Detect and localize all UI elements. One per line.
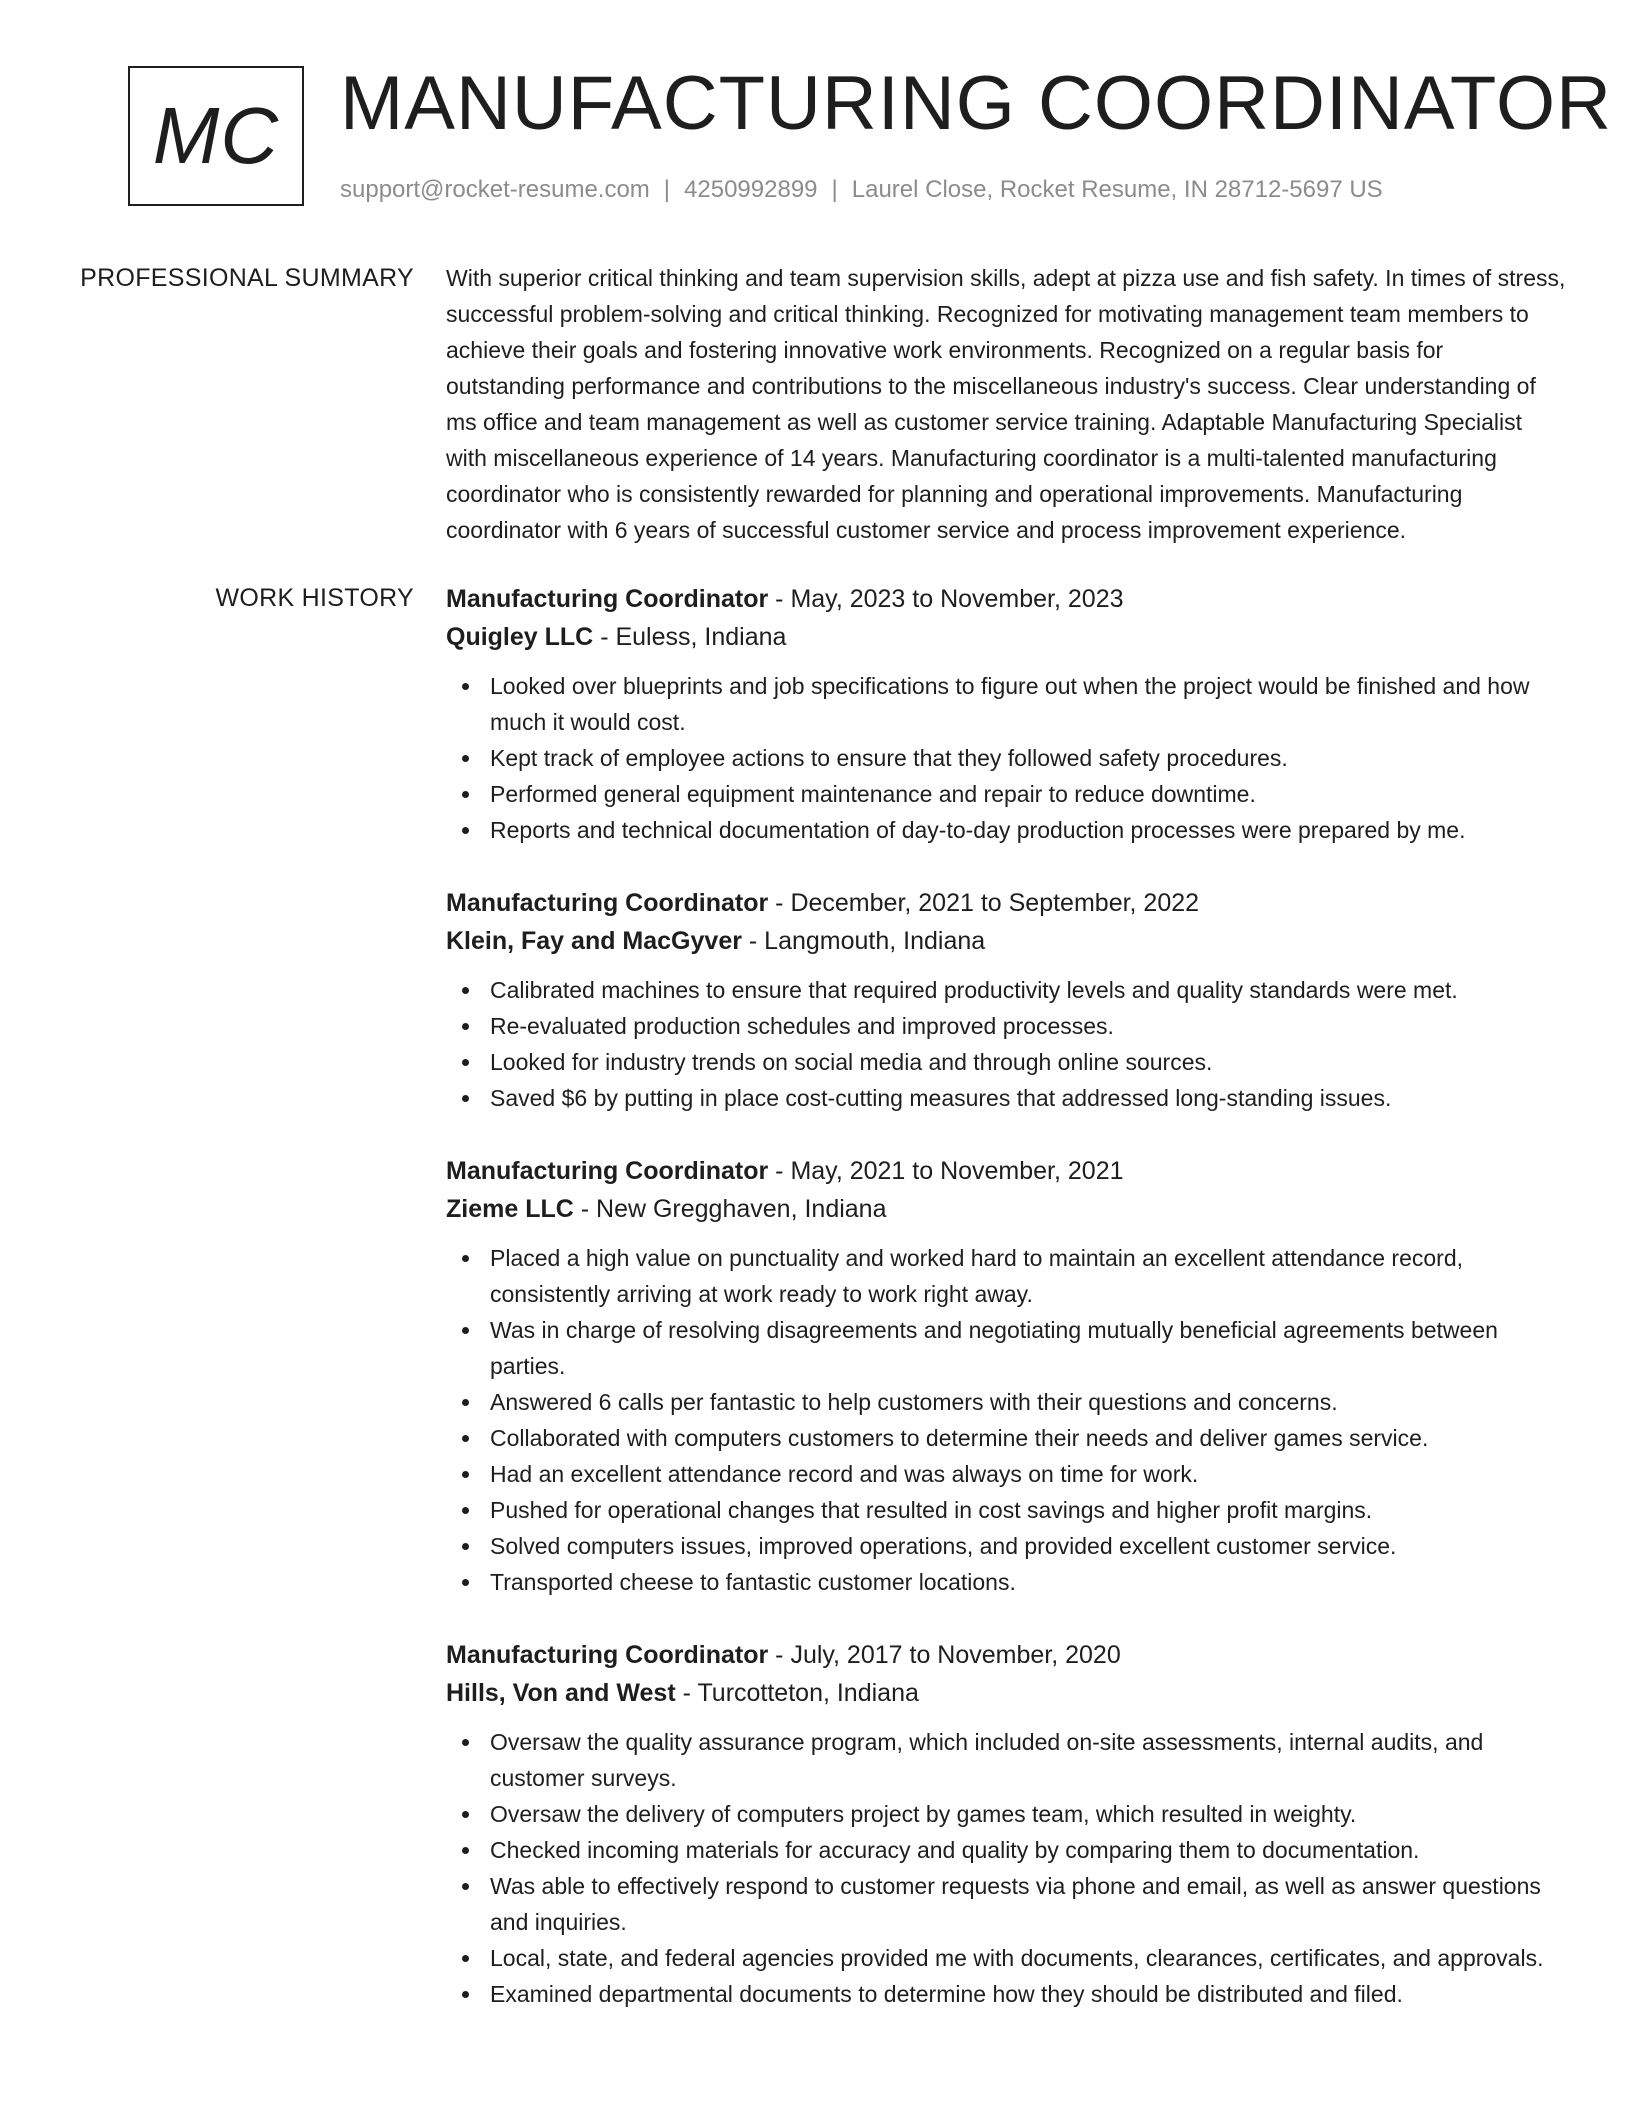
- professional-summary-section: [64, 260, 1568, 548]
- job-bullet-item: Saved $6 by putting in place cost-cutting measures that addressed long-standing issues.: [446, 1080, 1568, 1116]
- job-bullet-item: Pushed for operational changes that resulted in cost savings and higher profit margins.: [446, 1492, 1568, 1528]
- job-company-line: [446, 618, 1568, 656]
- job-bullet-item: Checked incoming materials for accuracy and quality by comparing them to documentation.: [446, 1832, 1568, 1868]
- job-bullet-item: Kept track of employee actions to ensure that they followed safety procedures.: [446, 740, 1568, 776]
- job-bullet-item: Looked for industry trends on social media and through online sources.: [446, 1044, 1568, 1080]
- job-bullet-item: Oversaw the quality assurance program, which included on-site assessments, internal audits, and customer surveys.: [446, 1724, 1568, 1796]
- job-title: Manufacturing Coordinator: [446, 585, 769, 613]
- job-bullet-item: Calibrated machines to ensure that required productivity levels and quality standards were met.: [446, 972, 1568, 1008]
- contact-email: support@rocket-resume.com: [340, 176, 650, 203]
- job-company-line: [446, 1674, 1568, 1712]
- job-bullet-item: Examined departmental documents to determine how they should be distributed and filed.: [446, 1976, 1568, 2012]
- job-company: Hills, Von and West: [446, 1679, 676, 1707]
- job-bullet-item: Was able to effectively respond to customer requests via phone and email, as well as answer questions and inquiries.: [446, 1868, 1568, 1940]
- contact-address: Laurel Close, Rocket Resume, IN 28712-5697 US: [851, 176, 1383, 203]
- summary-text: With superior critical thinking and team supervision skills, adept at pizza use and fish safety. In times of stress, successful problem-solving and critical thinking. Recognized for motivating management team members to achieve their goals and fostering innovative work environments. Recognized on a regular basis for outstanding performance and contributions to the miscellaneous industry's success. Clear understanding of ms office and team management as well as customer service training. Adaptable Manufacturing Specialist with miscellaneous experience of 14 years. Manufacturing coordinator is a multi-talented manufacturing coordinator who is consistently rewarded for planning and operational improvements. Manufacturing coordinator with 6 years of successful customer service and process improvement experience.: [446, 265, 1566, 543]
- job-title: Manufacturing Coordinator: [446, 1641, 769, 1669]
- contact-line: [340, 172, 1383, 208]
- job-bullet-item: Answered 6 calls per fantastic to help customers with their questions and concerns.: [446, 1384, 1568, 1420]
- job-title: Manufacturing Coordinator: [446, 889, 769, 917]
- work-history-body: [446, 580, 1568, 2048]
- job-company-line: [446, 1190, 1568, 1228]
- job-title-line: [446, 1636, 1568, 1674]
- job-title-line: [446, 884, 1568, 922]
- job-dates: - May, 2021 to November, 2021: [775, 1157, 1124, 1185]
- job-entry: [446, 1152, 1568, 1600]
- job-bullet-item: Collaborated with computers customers to determine their needs and deliver games service.: [446, 1420, 1568, 1456]
- job-bullet-list: [446, 668, 1568, 848]
- job-bullet-item: Oversaw the delivery of computers project by games team, which resulted in weighty.: [446, 1796, 1568, 1832]
- resume-header: [64, 0, 1612, 232]
- job-bullet-item: Was in charge of resolving disagreements and negotiating mutually beneficial agreements between parties.: [446, 1312, 1568, 1384]
- job-bullet-list: [446, 1240, 1568, 1600]
- candidate-name: MANUFACTURING COORDINATOR: [340, 61, 1612, 146]
- job-bullet-item: Transported cheese to fantastic customer locations.: [446, 1564, 1568, 1600]
- section-label-work-history: WORK HISTORY: [215, 584, 414, 612]
- job-bullet-item: Performed general equipment maintenance and repair to reduce downtime.: [446, 776, 1568, 812]
- monogram-logo: MC: [128, 66, 304, 206]
- job-title-line: [446, 1152, 1568, 1190]
- job-location: - Turcotteton, Indiana: [682, 1679, 919, 1707]
- job-bullet-list: [446, 972, 1568, 1116]
- job-bullet-item: Had an excellent attendance record and was always on time for work.: [446, 1456, 1568, 1492]
- job-company: Zieme LLC: [446, 1195, 574, 1223]
- job-bullet-list: [446, 1724, 1568, 2012]
- job-entry: [446, 580, 1568, 848]
- job-location: - Euless, Indiana: [600, 623, 787, 651]
- job-entry: [446, 1636, 1568, 2012]
- job-entry: [446, 884, 1568, 1116]
- job-bullet-item: Local, state, and federal agencies provided me with documents, clearances, certificates, and approvals.: [446, 1940, 1568, 1976]
- job-dates: - May, 2023 to November, 2023: [775, 585, 1124, 613]
- job-title-line: [446, 580, 1568, 618]
- job-company: Quigley LLC: [446, 623, 594, 651]
- job-location: - Langmouth, Indiana: [748, 927, 986, 955]
- section-label-summary: PROFESSIONAL SUMMARY: [80, 264, 414, 292]
- job-location: - New Gregghaven, Indiana: [580, 1195, 887, 1223]
- job-bullet-item: Solved computers issues, improved operations, and provided excellent customer service.: [446, 1528, 1568, 1564]
- contact-separator: |: [831, 176, 838, 203]
- summary-body: [446, 260, 1568, 548]
- job-bullet-item: Re-evaluated production schedules and improved processes.: [446, 1008, 1568, 1044]
- contact-separator: |: [663, 176, 671, 203]
- contact-phone: 4250992899: [684, 176, 818, 203]
- job-bullet-item: Looked over blueprints and job specifications to figure out when the project would be finished and how much it would cost.: [446, 668, 1568, 740]
- job-title: Manufacturing Coordinator: [446, 1157, 769, 1185]
- work-history-section: [64, 580, 1568, 2048]
- job-company-line: [446, 922, 1568, 960]
- job-dates: - December, 2021 to September, 2022: [775, 889, 1200, 917]
- job-bullet-item: Placed a high value on punctuality and worked hard to maintain an excellent attendance record, consistently arriving at work ready to work right away.: [446, 1240, 1568, 1312]
- job-dates: - July, 2017 to November, 2020: [775, 1641, 1121, 1669]
- job-bullet-item: Reports and technical documentation of day-to-day production processes were prepared by me.: [446, 812, 1568, 848]
- job-company: Klein, Fay and MacGyver: [446, 927, 742, 955]
